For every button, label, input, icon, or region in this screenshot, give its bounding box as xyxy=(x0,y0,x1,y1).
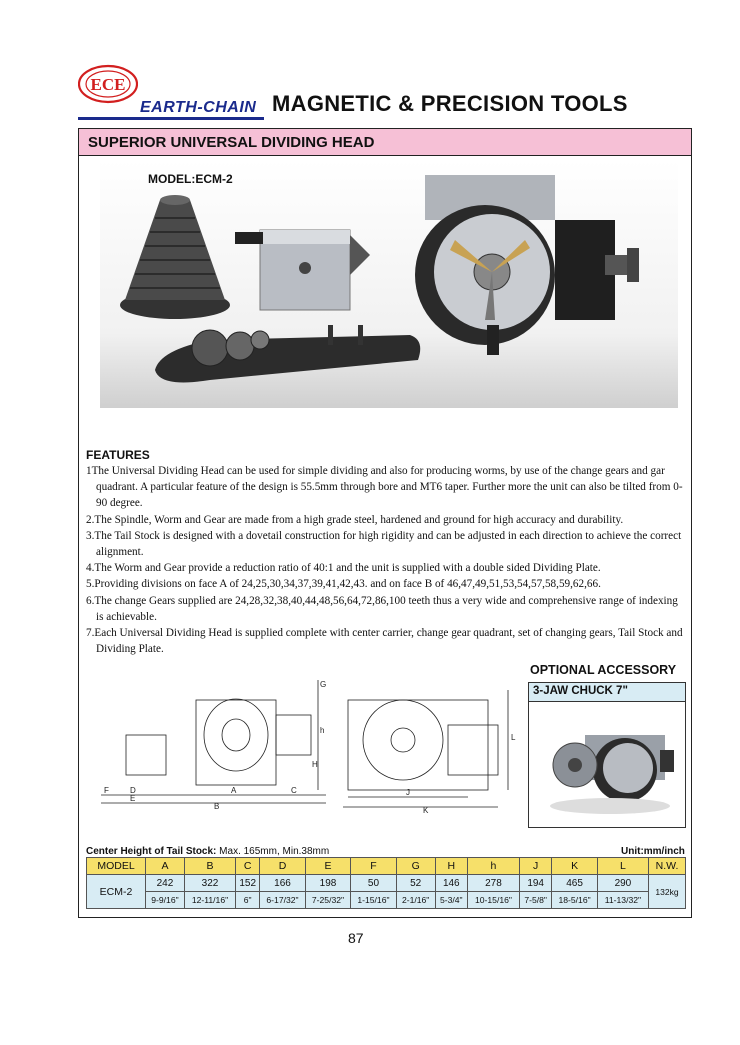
gear-quadrant-image xyxy=(155,325,420,382)
table-row-inch xyxy=(87,892,686,909)
table-header-cell: h xyxy=(467,858,519,875)
dim-label-c: C xyxy=(291,786,297,795)
table-cell: 12-11/16" xyxy=(184,892,235,909)
table-header-cell: G xyxy=(396,858,435,875)
product-photo xyxy=(100,160,678,408)
table-header-cell: C xyxy=(236,858,260,875)
feature-item: 3.The Tail Stock is designed with a dovetail construction for high rigidity and can be adjusted in each direction to achieve the correct alignment. xyxy=(86,529,682,559)
optional-accessory-heading: OPTIONAL ACCESSORY xyxy=(530,663,677,677)
svg-text:ECE: ECE xyxy=(90,75,126,94)
table-header-cell: B xyxy=(184,858,235,875)
table-cell: 198 xyxy=(305,875,350,892)
feature-item: 1The Universal Dividing Head can be used for simple dividing and also for producing worms, by use of the change gears and gar quadrant. A particular feature of the design is 55.5mm through bore and MT6 taper. Further more the unit can also be tilted from 0-90 degree. xyxy=(86,465,683,510)
brand-underline xyxy=(78,117,264,120)
features-list xyxy=(86,463,684,657)
accessory-title: 3-JAW CHUCK 7" xyxy=(533,685,628,697)
dim-label-d: D xyxy=(130,786,136,795)
table-cell: 290 xyxy=(597,875,648,892)
table-header-cell: K xyxy=(552,858,597,875)
feature-item: 5.Providing divisions on face A of 24,25,30,34,37,39,41,42,43. and on face B of 46,47,49,51,53,54,57,58,59,62,66. xyxy=(86,578,601,591)
dim-label-j: J xyxy=(406,788,410,797)
dim-label-e: E xyxy=(130,794,136,803)
table-cell: 11-13/32" xyxy=(597,892,648,909)
table-cell: 278 xyxy=(467,875,519,892)
table-header-cell: A xyxy=(146,858,185,875)
table-header-cell: H xyxy=(435,858,467,875)
page-number: 87 xyxy=(348,930,364,946)
side-view-drawing xyxy=(96,675,334,810)
table-cell: 242 xyxy=(146,875,185,892)
table-cell: 322 xyxy=(184,875,235,892)
dim-label-l: L xyxy=(511,733,516,742)
tail-stock-image xyxy=(235,230,370,310)
table-cell: 7-5/8" xyxy=(519,892,551,909)
table-cell: 2-1/16" xyxy=(396,892,435,909)
table-header-cell: J xyxy=(519,858,551,875)
three-jaw-chuck-photo xyxy=(540,710,680,822)
table-cell: 146 xyxy=(435,875,467,892)
table-cell: 50 xyxy=(351,875,396,892)
earth-chain-logo xyxy=(78,64,138,104)
spec-table xyxy=(86,857,686,909)
table-cell: 7-25/32" xyxy=(305,892,350,909)
features-heading: FEATURES xyxy=(86,448,150,462)
table-cell: 465 xyxy=(552,875,597,892)
table-cell: 194 xyxy=(519,875,551,892)
dim-label-h-small: h xyxy=(320,726,325,735)
dim-label-a: A xyxy=(231,786,237,795)
feature-item: 7.Each Universal Dividing Head is supplied complete with center carrier, change gear quadrant, set of changing gears, Tail Stock and Dividing Plate. xyxy=(86,627,683,656)
feature-item: 6.The change Gears supplied are 24,28,32,38,40,44,48,56,64,72,86,100 teeth thus a very wide and comprehensive range of indexing is achievable. xyxy=(86,594,678,623)
page-title: MAGNETIC & PRECISION TOOLS xyxy=(272,91,628,116)
feature-item: 4.The Worm and Gear provide a reduction ratio of 40:1 and the unit is supplied with a double sided Dividing Plate. xyxy=(86,562,601,575)
dim-label-g: G xyxy=(320,680,327,689)
table-header-cell: N.W. xyxy=(649,858,686,875)
brand-name: EARTH-CHAIN xyxy=(140,99,257,116)
feature-item: 2.The Spindle, Worm and Gear are made from a high grade steel, hardened and ground for high accuracy and durability. xyxy=(86,513,624,526)
table-cell: 166 xyxy=(260,875,305,892)
net-weight-cell: 132kg xyxy=(649,875,686,909)
dim-label-k: K xyxy=(423,806,429,815)
table-header-cell: MODEL xyxy=(87,858,146,875)
dim-label-h: H xyxy=(312,760,318,769)
dim-label-b: B xyxy=(214,802,220,810)
table-cell: 6-17/32" xyxy=(260,892,305,909)
center-height-label: Center Height of Tail Stock: xyxy=(86,846,217,857)
model-cell: ECM-2 xyxy=(87,875,146,909)
table-header-cell: F xyxy=(351,858,396,875)
table-header-cell: L xyxy=(597,858,648,875)
table-header-cell: D xyxy=(260,858,305,875)
table-cell: 9-9/16" xyxy=(146,892,185,909)
table-cell: 18-5/16" xyxy=(552,892,597,909)
change-gears-stack-image xyxy=(120,195,230,319)
dim-label-f: F xyxy=(104,786,109,795)
table-row-mm xyxy=(87,875,686,892)
center-height-value: Max. 165mm, Min.38mm xyxy=(219,846,330,857)
table-cell: 10-15/16" xyxy=(467,892,519,909)
section-title: SUPERIOR UNIVERSAL DIVIDING HEAD xyxy=(88,134,375,151)
table-cell: 6" xyxy=(236,892,260,909)
table-cell: 152 xyxy=(236,875,260,892)
unit-label: Unit:mm/inch xyxy=(621,846,685,857)
model-label: MODEL:ECM-2 xyxy=(148,172,233,186)
table-header-row xyxy=(87,858,686,875)
front-view-drawing xyxy=(338,685,528,815)
center-height-note xyxy=(86,846,329,857)
table-cell: 52 xyxy=(396,875,435,892)
table-cell: 1-15/16" xyxy=(351,892,396,909)
dividing-head-image xyxy=(415,175,639,355)
table-cell: 5-3/4" xyxy=(435,892,467,909)
table-header-cell: E xyxy=(305,858,350,875)
